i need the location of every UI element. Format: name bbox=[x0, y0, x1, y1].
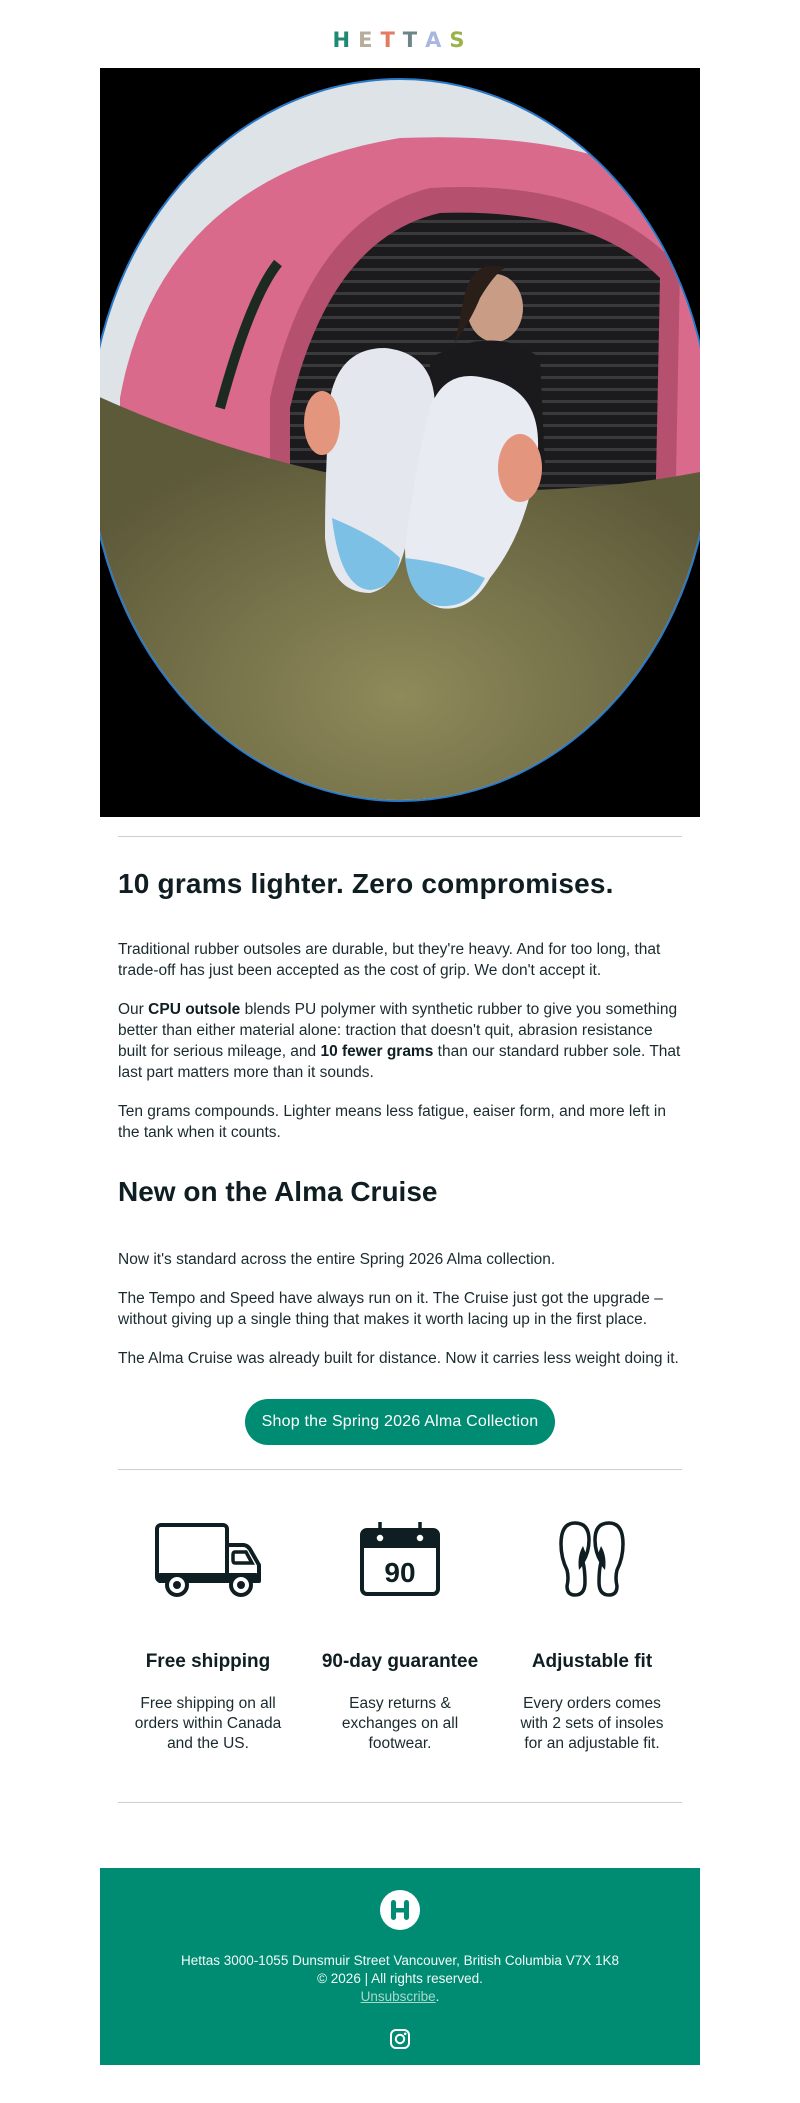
divider bbox=[118, 1802, 682, 1803]
paragraph: Now it's standard across the entire Spring 2026 Alma collection. bbox=[118, 1251, 556, 1268]
hettas-footer-logo[interactable] bbox=[380, 1890, 420, 1930]
hero-image[interactable] bbox=[100, 68, 700, 817]
unsubscribe-link[interactable]: Unsubscribe bbox=[360, 1989, 436, 2004]
paragraph: Traditional rubber outsoles are durable, but they're heavy. And for too long, that trade-off has just been accepted as the cost of grip. We don't accept it. bbox=[118, 941, 661, 979]
h-logo-icon bbox=[389, 1898, 411, 1922]
email-body bbox=[118, 836, 682, 1803]
hero-photo-illustration bbox=[100, 68, 700, 817]
logo-letter: A bbox=[425, 28, 445, 52]
paragraph-cpu-outsole: Our CPU outsole blends PU polymer with synthetic rubber to give you something better than either material alone: traction that doesn't quit, abrasion resistance built for serious mileage, and 10 fewer grams than our standard rubber sole. That last part matters more than it sounds. bbox=[118, 1001, 681, 1081]
section-heading-lighter: 10 grams lighter. Zero compromises. bbox=[118, 868, 614, 899]
logo-letter: H bbox=[332, 28, 354, 52]
shop-collection-button[interactable]: Shop the Spring 2026 Alma Collection bbox=[245, 1399, 555, 1445]
footer: Hettas 3000-1055 Dunsmuir Street Vancouver, British Columbia V7X 1K8 © 2026 | All rights reserved. Unsubscribe. bbox=[100, 1868, 700, 2065]
insoles-icon bbox=[557, 1520, 627, 1598]
logo-letter: T bbox=[380, 28, 398, 52]
feature-title: Adjustable fit bbox=[531, 1651, 653, 1672]
feature-text: Every orders comes with 2 sets of insoles for an adjustable fit. bbox=[520, 1695, 664, 1752]
company-address: Hettas 3000-1055 Dunsmuir Street Vancouver, British Columbia V7X 1K8 bbox=[181, 1953, 619, 1968]
paragraph: The Tempo and Speed have always run on it. The Cruise just got the upgrade – without giving up a single thing that makes it worth lacing up in the first place. bbox=[118, 1290, 663, 1328]
logo-letter: T bbox=[402, 28, 421, 52]
bold-cpu-outsole: CPU outsole bbox=[148, 1001, 241, 1018]
feature-guarantee bbox=[310, 1520, 490, 1754]
feature-text: Easy returns & exchanges on all footwear. bbox=[341, 1695, 459, 1752]
feature-text: Free shipping on all orders within Canada and the US. bbox=[134, 1695, 282, 1752]
features-row bbox=[118, 1520, 682, 1754]
instagram-icon[interactable] bbox=[389, 2028, 411, 2050]
paragraph: The Alma Cruise was already built for distance. Now it carries less weight doing it. bbox=[118, 1350, 679, 1367]
feature-free-shipping bbox=[118, 1520, 298, 1754]
svg-text:90: 90 bbox=[384, 1557, 416, 1588]
logo-letter: S bbox=[449, 28, 468, 52]
bold-fewer-grams: 10 fewer grams bbox=[320, 1043, 434, 1060]
feature-title: 90-day guarantee bbox=[321, 1651, 479, 1672]
header bbox=[0, 0, 800, 68]
feature-adjustable-fit bbox=[502, 1520, 682, 1754]
hettas-logo[interactable] bbox=[333, 28, 468, 52]
divider bbox=[118, 836, 682, 837]
copyright: © 2026 | All rights reserved. bbox=[317, 1971, 483, 1986]
feature-title: Free shipping bbox=[145, 1651, 271, 1672]
truck-icon bbox=[153, 1521, 263, 1597]
calendar-90-icon bbox=[358, 1520, 442, 1598]
divider bbox=[118, 1469, 682, 1470]
paragraph: Ten grams compounds. Lighter means less fatigue, eaiser form, and more left in the tank when it counts. bbox=[118, 1103, 666, 1141]
section-heading-alma-cruise: New on the Alma Cruise bbox=[118, 1176, 438, 1207]
logo-letter: E bbox=[358, 28, 376, 52]
